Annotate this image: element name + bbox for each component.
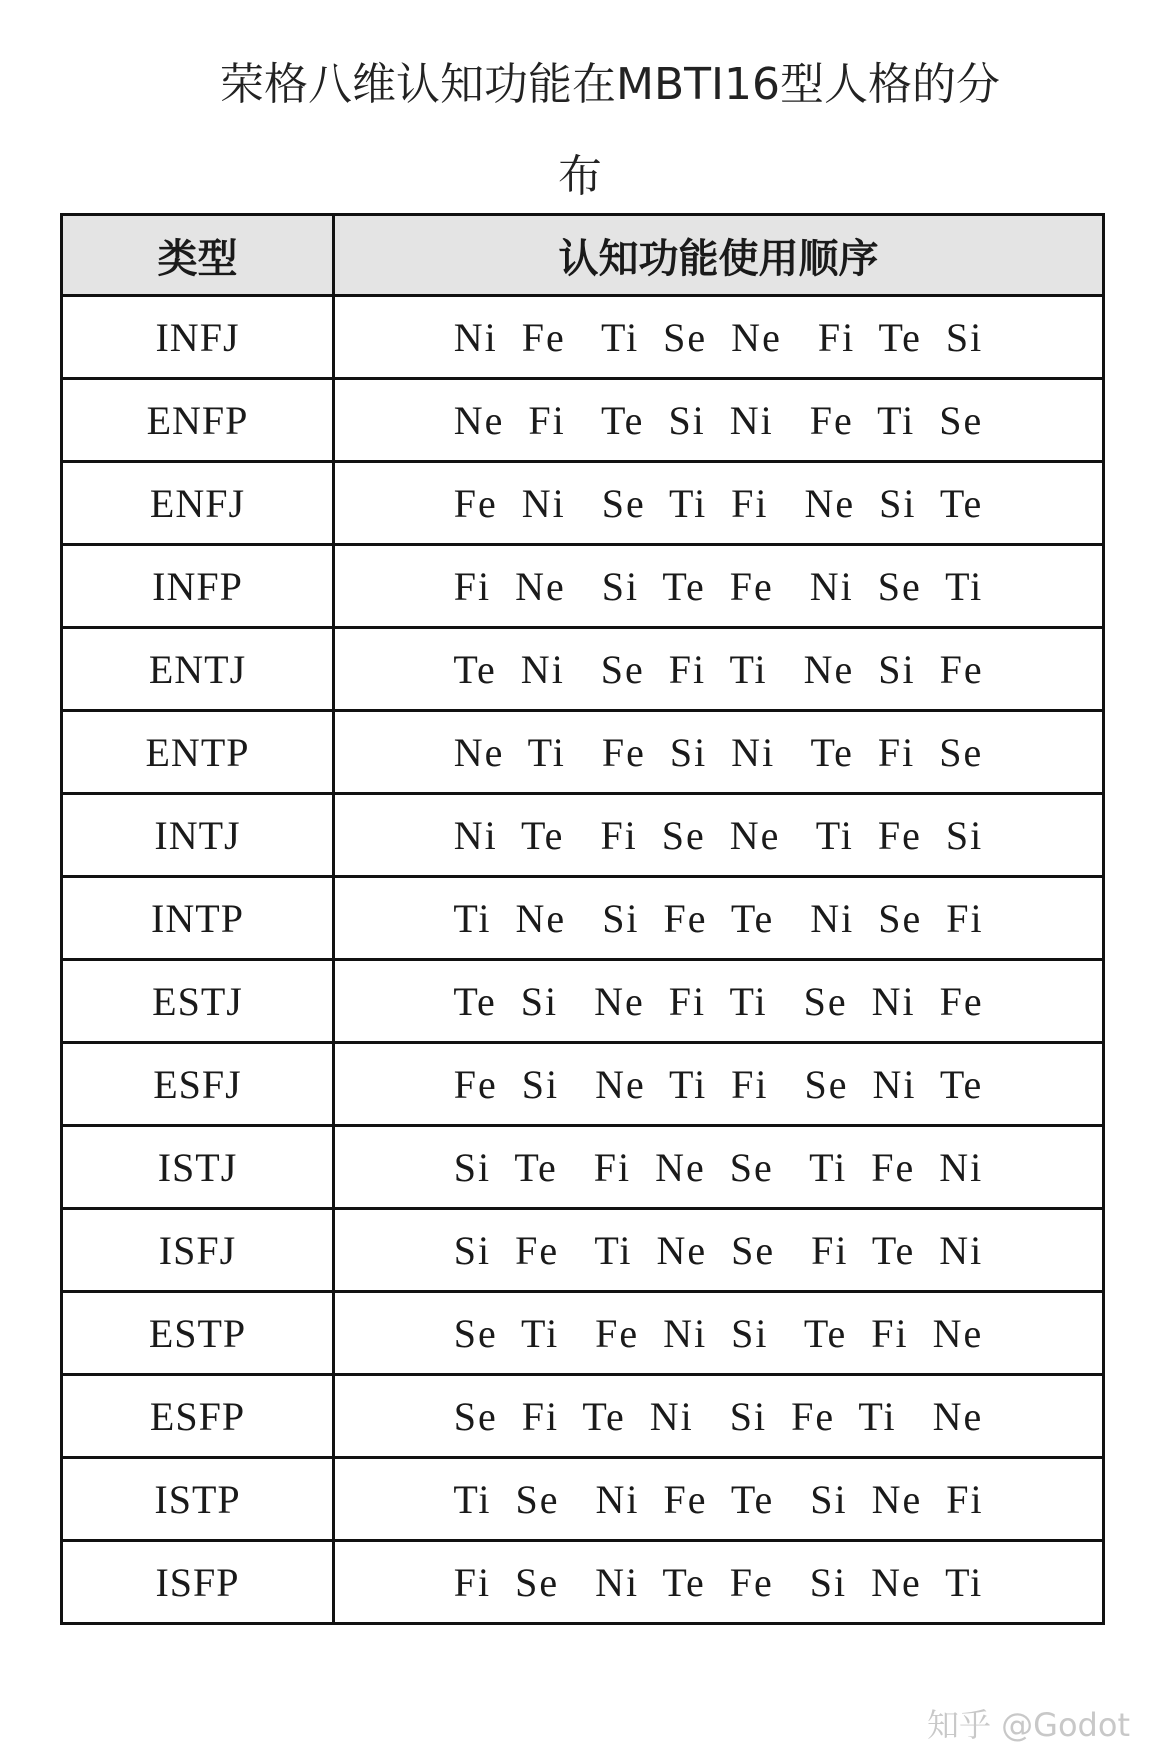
type-cell: ENTJ: [62, 628, 334, 711]
type-cell: ESTP: [62, 1292, 334, 1375]
page-title: 荣格八维认知功能在MBTI16型人格的分: [220, 59, 1000, 110]
table-row: [62, 379, 1104, 462]
type-cell: INFP: [62, 545, 334, 628]
type-cell: ESTJ: [62, 960, 334, 1043]
table-row: [62, 628, 1104, 711]
header-type: 类型: [62, 215, 334, 296]
type-cell: ISTP: [62, 1458, 334, 1541]
table-row: [62, 877, 1104, 960]
table-row: [62, 462, 1104, 545]
function-order-cell: Ti Ne Si Fe Te Ni Se Fi: [334, 877, 1104, 960]
function-order-cell: Ni Fe Ti Se Ne Fi Te Si: [334, 296, 1104, 379]
type-cell: ISTJ: [62, 1126, 334, 1209]
type-cell: ENTP: [62, 711, 334, 794]
function-order-cell: Si Te Fi Ne Se Ti Fe Ni: [334, 1126, 1104, 1209]
function-order-cell: Si Fe Ti Ne Se Fi Te Ni: [334, 1209, 1104, 1292]
type-cell: ESFJ: [62, 1043, 334, 1126]
table-row: [62, 711, 1104, 794]
table-row: [62, 545, 1104, 628]
function-order-cell: Ne Fi Te Si Ni Fe Ti Se: [334, 379, 1104, 462]
function-order-cell: Fe Si Ne Ti Fi Se Ni Te: [334, 1043, 1104, 1126]
table-header-row: [62, 215, 1104, 296]
table-row: [62, 1292, 1104, 1375]
function-order-cell: Ne Ti Fe Si Ni Te Fi Se: [334, 711, 1104, 794]
table-row: [62, 1209, 1104, 1292]
function-order-cell: Te Si Ne Fi Ti Se Ni Fe: [334, 960, 1104, 1043]
function-order-cell: Se Ti Fe Ni Si Te Fi Ne: [334, 1292, 1104, 1375]
function-order-cell: Te Ni Se Fi Ti Ne Si Fe: [334, 628, 1104, 711]
table-body: [62, 296, 1104, 1624]
table-row: [62, 296, 1104, 379]
type-cell: ESFP: [62, 1375, 334, 1458]
function-order-cell: Fe Ni Se Ti Fi Ne Si Te: [334, 462, 1104, 545]
type-cell: ENFJ: [62, 462, 334, 545]
page-title-continued: 布: [558, 151, 602, 202]
cognitive-function-table: [60, 213, 1105, 1625]
function-order-cell: Fi Se Ni Te Fe Si Ne Ti: [334, 1541, 1104, 1624]
table-row: [62, 794, 1104, 877]
type-cell: ENFP: [62, 379, 334, 462]
table-row: [62, 960, 1104, 1043]
table-row: [62, 1043, 1104, 1126]
watermark: 知乎 @Godot: [927, 1706, 1130, 1744]
type-cell: ISFJ: [62, 1209, 334, 1292]
type-cell: ISFP: [62, 1541, 334, 1624]
function-order-cell: Ti Se Ni Fe Te Si Ne Fi: [334, 1458, 1104, 1541]
function-order-cell: Fi Ne Si Te Fe Ni Se Ti: [334, 545, 1104, 628]
type-cell: INTJ: [62, 794, 334, 877]
table-row: [62, 1375, 1104, 1458]
function-order-cell: Ni Te Fi Se Ne Ti Fe Si: [334, 794, 1104, 877]
table-row: [62, 1541, 1104, 1624]
header-function-order: 认知功能使用顺序: [334, 215, 1104, 296]
table-row: [62, 1126, 1104, 1209]
table-row: [62, 1458, 1104, 1541]
function-order-cell: Se Fi Te Ni Si Fe Ti Ne: [334, 1375, 1104, 1458]
type-cell: INTP: [62, 877, 334, 960]
type-cell: INFJ: [62, 296, 334, 379]
